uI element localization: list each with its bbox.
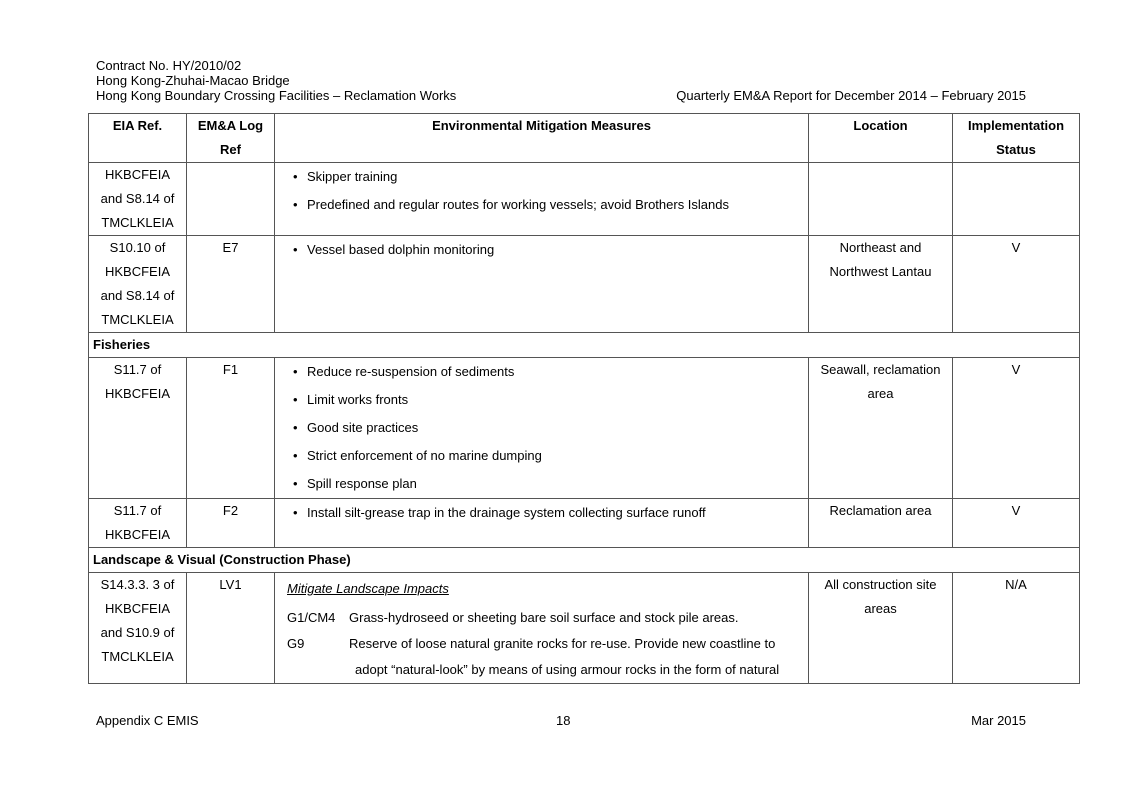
measure-item: • Skipper training bbox=[291, 163, 804, 191]
log-ref-cell: F2 bbox=[187, 499, 275, 548]
log-ref-cell: E7 bbox=[187, 236, 275, 333]
project-name: Hong Kong-Zhuhai-Macao Bridge bbox=[96, 73, 290, 88]
measure-item: • Reduce re-suspension of sediments bbox=[291, 358, 804, 386]
col-status: Implementation Status bbox=[953, 114, 1080, 163]
col-location: Location bbox=[809, 114, 953, 163]
table-row bbox=[89, 573, 1080, 684]
table-row bbox=[89, 358, 1080, 499]
status-cell: N/A bbox=[953, 573, 1080, 684]
measures-cell bbox=[275, 358, 809, 499]
header-left bbox=[96, 58, 456, 103]
section-title: Landscape & Visual (Construction Phase) bbox=[89, 548, 1080, 573]
eia-ref-cell: S14.3.3. 3 of HKBCFEIA and S10.9 of TMCLKLEIA bbox=[89, 573, 187, 684]
measure-item: • Spill response plan bbox=[291, 470, 804, 498]
eia-ref-cell: S11.7 of HKBCFEIA bbox=[89, 499, 187, 548]
col-log-ref: EM&A Log Ref bbox=[187, 114, 275, 163]
measures-cell bbox=[275, 236, 809, 333]
measure-code-item bbox=[279, 631, 804, 657]
eia-ref-cell: HKBCFEIA and S8.14 of TMCLKLEIA bbox=[89, 163, 187, 236]
measure-item: • Strict enforcement of no marine dumping bbox=[291, 442, 804, 470]
measure-code-item bbox=[279, 605, 804, 631]
col-eia-ref: EIA Ref. bbox=[89, 114, 187, 163]
status-cell: V bbox=[953, 358, 1080, 499]
table-header-row bbox=[89, 114, 1080, 163]
table-row bbox=[89, 236, 1080, 333]
col-measures: Environmental Mitigation Measures bbox=[275, 114, 809, 163]
works-name: Hong Kong Boundary Crossing Facilities – Reclamation Works bbox=[96, 88, 457, 103]
section-row-fisheries bbox=[89, 333, 1080, 358]
log-ref-cell bbox=[187, 163, 275, 236]
measure-text: Grass-hydroseed or sheeting bare soil surface and stock pile areas. bbox=[349, 610, 739, 625]
footer-appendix: Appendix C EMIS bbox=[96, 713, 199, 728]
section-title: Fisheries bbox=[89, 333, 1080, 358]
contract-number: Contract No. HY/2010/02 bbox=[96, 58, 242, 73]
location-cell: Reclamation area bbox=[809, 499, 953, 548]
location-cell: All construction site areas bbox=[809, 573, 953, 684]
log-ref-cell: LV1 bbox=[187, 573, 275, 684]
measure-code: G1/CM4 bbox=[287, 610, 336, 625]
footer-page-number: 18 bbox=[556, 713, 571, 728]
status-cell: V bbox=[953, 236, 1080, 333]
report-title: Quarterly EM&A Report for December 2014 – February 2015 bbox=[676, 88, 1026, 103]
location-cell bbox=[809, 163, 953, 236]
log-ref-cell: F1 bbox=[187, 358, 275, 499]
table-row bbox=[89, 163, 1080, 236]
location-cell: Northeast and Northwest Lantau bbox=[809, 236, 953, 333]
eia-ref-cell: S10.10 of HKBCFEIA and S8.14 of TMCLKLEIA bbox=[89, 236, 187, 333]
measure-item: • Vessel based dolphin monitoring bbox=[291, 236, 804, 264]
mitigation-table bbox=[88, 113, 1080, 684]
footer-date: Mar 2015 bbox=[971, 713, 1026, 728]
measures-cell bbox=[275, 573, 809, 684]
measures-cell bbox=[275, 163, 809, 236]
table-row bbox=[89, 499, 1080, 548]
measure-item: • Limit works fronts bbox=[291, 386, 804, 414]
measure-text: Reserve of loose natural granite rocks for re-use. Provide new coastline to bbox=[349, 636, 776, 651]
measure-item: • Install silt-grease trap in the drainage system collecting surface runoff bbox=[291, 499, 804, 527]
measure-code: G9 bbox=[287, 636, 305, 651]
status-cell: V bbox=[953, 499, 1080, 548]
eia-ref-cell: S11.7 of HKBCFEIA bbox=[89, 358, 187, 499]
location-cell: Seawall, reclamation area bbox=[809, 358, 953, 499]
status-cell bbox=[953, 163, 1080, 236]
measure-item: • Good site practices bbox=[291, 414, 804, 442]
measure-text-continued: adopt “natural-look” by means of using armour rocks in the form of natural bbox=[355, 662, 780, 677]
section-row-landscape bbox=[89, 548, 1080, 573]
measures-cell bbox=[275, 499, 809, 548]
measure-item: • Predefined and regular routes for working vessels; avoid Brothers Islands bbox=[291, 191, 804, 219]
measure-heading: Mitigate Landscape Impacts bbox=[287, 581, 449, 596]
